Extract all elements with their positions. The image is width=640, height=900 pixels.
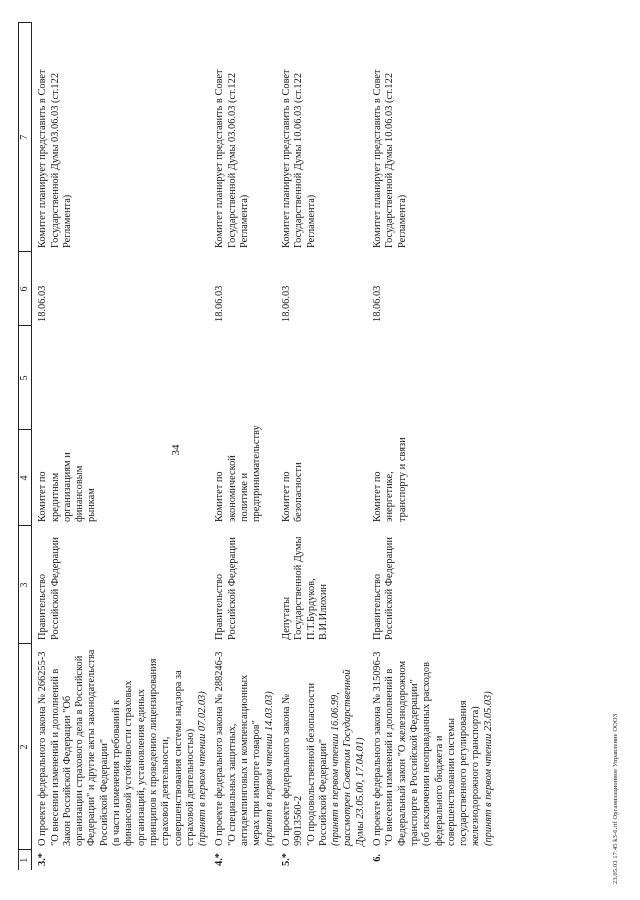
responsible-committee: Комитет по энергетике, транспорту и связи <box>372 437 408 522</box>
review-date: 18.06.03 <box>372 285 384 322</box>
column-header-3: 3 <box>19 526 32 644</box>
column-5-cell <box>209 326 275 430</box>
column-header-4: 4 <box>19 430 32 526</box>
row-number: 6. <box>372 854 384 862</box>
review-date: 18.06.03 <box>280 285 292 322</box>
bill-status: (принят в первом чтении 16.06.99, рассмотрен Советом Государственной Думы 23.05.00, 17.04.01) <box>330 669 366 846</box>
column-header-2: 2 <box>19 644 32 850</box>
committee-note: Комитет планирует представить в Совет Государственной Думы 03.06.03 (ст.122 Регламента) <box>37 69 73 248</box>
bill-title: "О внесении изменений и дополнений в Федеральный закон "О железнодорожном транспорте в Российской Федерации" <box>384 660 420 846</box>
row-number: 3.* <box>37 853 49 866</box>
bill-description <box>276 644 367 850</box>
footer-note: 23.05.03 17:45 k3-6.rtf Организационное Управление ОООЗ <box>612 713 619 884</box>
table-row <box>32 23 210 871</box>
column-header-6: 6 <box>19 252 32 326</box>
row-number: 4.* <box>214 853 226 866</box>
table-row <box>367 23 495 871</box>
bill-title: "О внесении изменений и дополнений в Закон Российской Федерации "Об организации страхового дела в Российской Федерации" и другие акты законодательства Российской Федерации" <box>49 649 110 846</box>
bill-description <box>209 644 275 850</box>
column-5-cell <box>276 326 367 430</box>
bill-intro: О проекте федерального закона № 99013560-2 <box>280 693 305 846</box>
column-number-header-row <box>19 23 32 871</box>
bill-intro: О проекте федерального закона № 315096-3 <box>372 651 384 846</box>
bill-intro: О проекте федерального закона № 288246-3 <box>214 651 226 846</box>
column-header-1: 1 <box>19 850 32 870</box>
committee-note: Комитет планирует представить в Совет Государственной Думы 10.06.03 (ст.122 Регламента) <box>280 69 317 248</box>
page-number: 34 <box>170 444 182 456</box>
committee-note: Комитет планирует представить в Совет Государственной Думы 10.06.03 (ст.122 Регламента) <box>372 69 408 248</box>
row-number: 5.* <box>280 853 292 866</box>
bill-initiator: Правительство Российской Федерации <box>37 537 61 640</box>
bill-initiator: Правительство Российской Федерации <box>214 537 238 640</box>
bill-intro: О проекте федерального закона № 266255-3 <box>37 651 49 846</box>
responsible-committee: Комитет по экономической политике и предпринимательству <box>214 425 263 522</box>
column-header-5: 5 <box>19 326 32 430</box>
bill-scope: (об исключении неоправданных расходов федерального бюджета и совершенствовании системы государственного регулирования железнодорожного транспорта) <box>421 662 482 846</box>
committee-note: Комитет планирует представить в Совет Государственной Думы 03.06.03 (ст.122 Регламента) <box>214 69 251 248</box>
bill-initiator: Правительство Российской Федерации <box>372 537 396 640</box>
responsible-committee: Комитет по кредитным организациям и финансовым рынкам <box>37 452 98 522</box>
bill-status: (принят в первом чтении 14.03.03) <box>263 691 275 846</box>
table-row <box>209 23 275 871</box>
bill-initiator: Депутаты Государственной Думы П.Т.Бурдуков, В.И.Илюхин <box>280 536 329 640</box>
table-row <box>276 23 367 871</box>
bill-title: "О специальных защитных, антидемпинговых и компенсационных мерах при импорте товаров" <box>226 674 263 846</box>
bill-scope: (в части изменения требований к финансовой устойчивости страховых организаций, установления единых принципов к проведению лицензирования страховой деятельности, совершенствования системы надзора за страховой деятельностью) <box>111 658 196 846</box>
review-date: 18.06.03 <box>37 285 49 322</box>
review-date: 18.06.03 <box>214 285 226 322</box>
column-5-cell <box>367 326 495 430</box>
bills-table <box>18 22 495 870</box>
bill-status: (принят в первом чтении 07.02.03) <box>197 691 209 846</box>
bill-description <box>367 644 495 850</box>
bill-title: "О продовольственной безопасности Российской Федерации" <box>305 682 329 846</box>
column-5-cell <box>32 326 210 430</box>
bill-status: (принят в первом чтении 23.05.03) <box>482 691 494 846</box>
column-header-7: 7 <box>19 23 32 253</box>
responsible-committee: Комитет по безопасности <box>280 462 305 522</box>
bill-description <box>32 644 210 850</box>
